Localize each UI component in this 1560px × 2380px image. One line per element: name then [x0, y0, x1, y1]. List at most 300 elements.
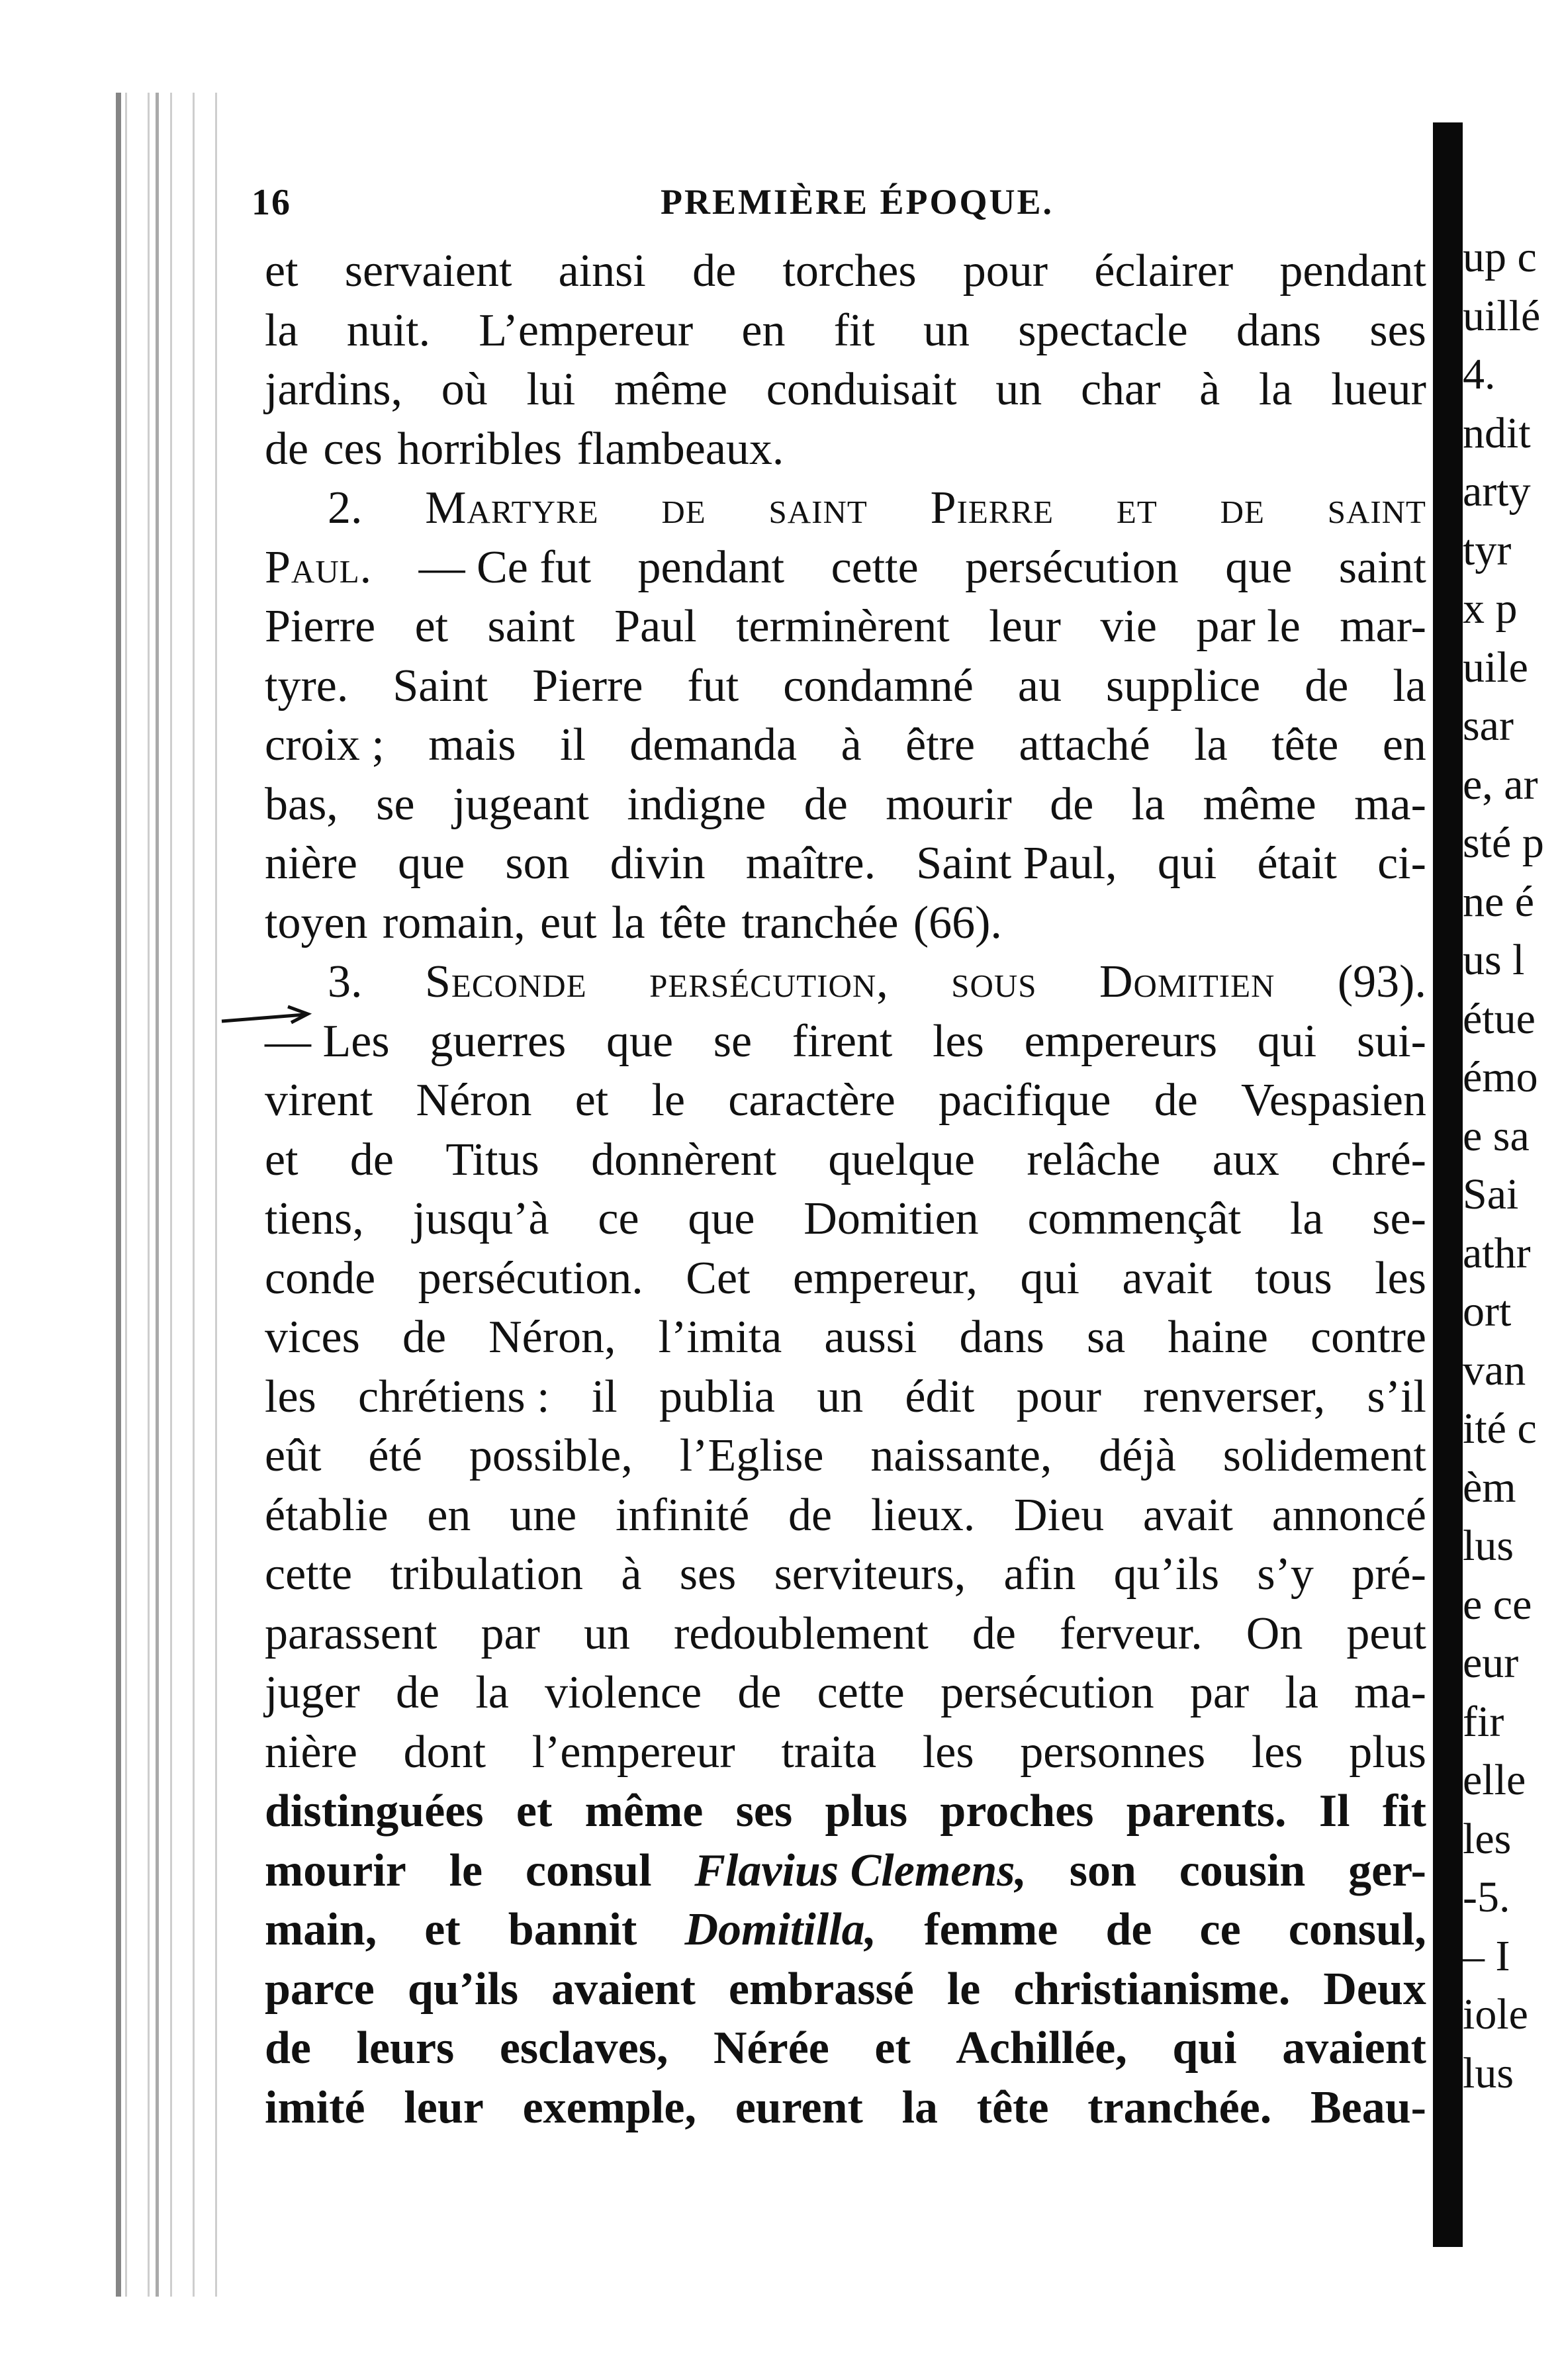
word: fit [833, 304, 875, 356]
word: parassent [265, 1608, 437, 1659]
word: les [1375, 1252, 1426, 1304]
word: avaient [1282, 2023, 1426, 2074]
word: bas, [265, 778, 338, 830]
word: son [505, 838, 570, 889]
word: même [1203, 778, 1316, 830]
text-line [265, 715, 1426, 775]
word: possible, [469, 1430, 633, 1481]
section-2-martyre [265, 479, 1426, 952]
word: christianisme. [1013, 1963, 1291, 2015]
neighbor-fragment-line: fir [1463, 1697, 1504, 1746]
word: Flavius Clemens, [694, 1845, 1027, 1896]
word: condamné [783, 660, 974, 711]
text-line [265, 775, 1426, 835]
word: avaient [551, 1963, 696, 2015]
word: nière [265, 1726, 357, 1778]
word: naissante, [870, 1430, 1052, 1481]
word: chrétiens : [358, 1371, 550, 1422]
word: lieux. [870, 1489, 976, 1541]
word: proches [940, 1786, 1094, 1837]
word: fit [1382, 1786, 1426, 1837]
word: ses [1369, 304, 1426, 356]
text-line [265, 1071, 1426, 1130]
word: le [651, 1075, 686, 1126]
text-line [265, 1604, 1426, 1664]
word: donnèrent [591, 1134, 777, 1185]
word: de [396, 1667, 440, 1718]
word: infinité [616, 1489, 750, 1541]
word: ses [679, 1549, 737, 1600]
word: un [583, 1608, 630, 1659]
word: qui [1172, 2023, 1237, 2074]
word: pré- [1352, 1549, 1426, 1600]
text-line [265, 1486, 1426, 1545]
word: Beau- [1310, 2082, 1426, 2133]
word: saint [768, 482, 868, 533]
word: relâche [1027, 1134, 1161, 1185]
word: Saint Paul, [916, 838, 1117, 889]
word: terminèrent [736, 601, 950, 652]
word: fut [687, 660, 739, 711]
neighbor-fragment-line: étue [1463, 994, 1536, 1043]
word: main, [265, 1904, 377, 1955]
word: la [1131, 778, 1166, 830]
word: distinguées [265, 1786, 484, 1837]
word: juger [265, 1667, 360, 1718]
text-line [265, 1012, 1426, 1072]
word: ferveur. [1060, 1608, 1203, 1659]
word: de [349, 1134, 394, 1185]
word: que [398, 838, 465, 889]
word: être [905, 719, 976, 770]
neighbor-fragment-line: e ce [1463, 1580, 1532, 1629]
word: Cet [686, 1252, 751, 1304]
word: Dieu [1014, 1489, 1105, 1541]
word: char [1080, 364, 1161, 415]
word: Pierre [265, 601, 376, 652]
word: sa [1086, 1312, 1126, 1363]
word: contre [1310, 1312, 1426, 1363]
word: esclaves, [499, 2023, 668, 2074]
word: persécution [965, 541, 1179, 593]
word: pour [1016, 1371, 1101, 1422]
word: nuit. [346, 304, 431, 356]
word: afin [1003, 1549, 1076, 1600]
word: de [737, 1667, 782, 1718]
text-line [265, 242, 1426, 301]
neighbor-fragment-line: eur [1463, 1639, 1519, 1687]
word: ce [1199, 1904, 1241, 1955]
word: de [661, 482, 706, 533]
word: consul, [1288, 1904, 1426, 1955]
word: se [376, 778, 415, 830]
word: que [606, 1015, 674, 1067]
word: était [1257, 838, 1337, 889]
neighbor-fragment-line: èm [1463, 1463, 1516, 1512]
word: jugeant [452, 778, 589, 830]
word: attaché [1019, 719, 1150, 770]
neighbor-fragment-line: Sai [1463, 1170, 1519, 1218]
word: tribulation [390, 1549, 584, 1600]
word: et [874, 2023, 911, 2074]
word: et [265, 1134, 298, 1185]
word: et [414, 601, 449, 652]
word: tyre. [265, 660, 349, 711]
neighbor-fragment-line: x p [1463, 584, 1518, 633]
neighbor-fragment-line: sté p [1463, 819, 1544, 867]
word: jusqu’à [412, 1193, 549, 1244]
word: leur [404, 2082, 484, 2133]
word: exemple, [522, 2082, 696, 2133]
word: pendant [637, 541, 785, 593]
page-gutter-shadow [1433, 122, 1463, 2247]
word: s’y [1257, 1549, 1314, 1600]
word: ses [735, 1786, 793, 1837]
neighbor-fragment-line: lus [1463, 2048, 1514, 2097]
word: divin [610, 838, 706, 889]
word: de [265, 2023, 311, 2074]
word: quelque [828, 1134, 975, 1185]
word: où [441, 364, 488, 415]
neighbor-fragment-line: uillé [1463, 291, 1541, 340]
word: violence [545, 1667, 702, 1718]
word: la [475, 1667, 509, 1718]
word: à [621, 1549, 642, 1600]
word: indigne [627, 778, 766, 830]
neighbor-fragment-line: us l [1463, 936, 1525, 984]
neighbor-fragment-line: ne é [1463, 877, 1535, 926]
word: Néron [416, 1075, 532, 1126]
word: se- [1372, 1193, 1426, 1244]
text-line [265, 1308, 1426, 1367]
word: sui- [1356, 1015, 1426, 1067]
word: parce [265, 1963, 375, 2015]
word: Néron, [488, 1312, 616, 1363]
neighbor-fragment-line: ndit [1463, 408, 1531, 457]
word: spectacle [1018, 304, 1188, 356]
word: Paul [614, 601, 697, 652]
word: renverser, [1143, 1371, 1326, 1422]
word: la [1194, 719, 1228, 770]
word: lui [526, 364, 576, 415]
word: de [265, 423, 309, 475]
word: Deux [1323, 1963, 1426, 2015]
word: tranchée. [1087, 2082, 1272, 2133]
neighbor-fragment-line: les [1463, 1814, 1512, 1863]
word: femme [924, 1904, 1058, 1955]
word: qui [1257, 1015, 1317, 1067]
word: redoublement [673, 1608, 929, 1659]
word: Seconde [424, 956, 587, 1007]
section-3-seconde-persecution [265, 952, 1426, 2137]
word: virent [265, 1075, 373, 1126]
word: saint [1327, 482, 1426, 533]
text-line [265, 538, 1426, 598]
word: tiens, [265, 1193, 364, 1244]
word: que [1225, 541, 1293, 593]
word: tête [659, 897, 727, 948]
word: cette [817, 1667, 905, 1718]
word: dans [959, 1312, 1044, 1363]
word: la [1393, 660, 1426, 711]
word: de [1105, 1904, 1152, 1955]
word: au [1017, 660, 1062, 711]
word: Martyre [425, 482, 599, 533]
word: — Ce fut [418, 541, 592, 593]
word: de [692, 246, 737, 297]
word: jardins, [265, 364, 403, 415]
word: l’Eglise [679, 1430, 824, 1481]
word: empereur, [793, 1252, 978, 1304]
text-line [265, 479, 1426, 538]
word: conduisait [766, 364, 957, 415]
word: pendant [1279, 246, 1426, 297]
word: et [1116, 482, 1158, 533]
neighbor-fragment-line: 4. [1463, 350, 1496, 398]
word: en [1382, 719, 1426, 770]
neighbor-fragment-line: arty [1463, 467, 1531, 516]
text-line [265, 420, 1426, 479]
word: maître. [745, 838, 876, 889]
page-number: 16 [252, 182, 291, 223]
word: Pierre [532, 660, 643, 711]
neighbor-fragment-line: iole [1463, 1990, 1528, 2038]
word: 2. [328, 482, 363, 533]
word: vie [1100, 601, 1157, 652]
word: Titus [445, 1134, 539, 1185]
word: la [1289, 1193, 1324, 1244]
word: mourir [265, 1845, 406, 1896]
word: Saint [392, 660, 488, 711]
word: en [741, 304, 786, 356]
paragraph-1 [265, 242, 1426, 479]
word: leur [989, 601, 1061, 652]
word: avait [1122, 1252, 1213, 1304]
scan-left-edge-artifact [116, 93, 222, 2297]
neighbor-fragment-line: ort [1463, 1287, 1512, 1336]
word: les [922, 1726, 974, 1778]
word: qui [1020, 1252, 1079, 1304]
word: et [516, 1786, 553, 1837]
running-title: PREMIÈRE ÉPOQUE. [660, 182, 1054, 222]
neighbor-fragment-line: uile [1463, 643, 1528, 692]
word: qu’ils [407, 1963, 519, 2015]
word: personnes [1020, 1726, 1206, 1778]
scan-edge-rule [156, 93, 159, 2297]
word: qu’ils [1113, 1549, 1220, 1600]
neighbor-page-fragment [1463, 228, 1560, 2148]
word: consul [525, 1845, 652, 1896]
word: On [1246, 1608, 1303, 1659]
word: dont [403, 1726, 486, 1778]
word: avait [1142, 1489, 1233, 1541]
word: la [1258, 364, 1293, 415]
word: (93). [1337, 956, 1426, 1007]
word: solidement [1222, 1430, 1426, 1481]
word: déjà [1099, 1430, 1176, 1481]
neighbor-fragment-line: – I [1463, 1931, 1510, 1980]
word: Vespasien [1241, 1075, 1426, 1126]
word: demanda [629, 719, 798, 770]
word: eût [265, 1430, 322, 1481]
word: les [1251, 1726, 1303, 1778]
word: serviteurs, [774, 1549, 966, 1600]
word: tranchée [741, 897, 899, 948]
word: cousin [1179, 1845, 1306, 1896]
word: annoncé [1271, 1489, 1426, 1541]
word: éclairer [1094, 246, 1234, 297]
word: pour [962, 246, 1048, 297]
word: Il [1318, 1786, 1350, 1837]
word: il [560, 719, 586, 770]
text-line [265, 2078, 1426, 2138]
word: été [368, 1430, 422, 1481]
word: la [901, 2082, 939, 2133]
text-line [265, 1960, 1426, 2019]
word: de [972, 1608, 1016, 1659]
word: et [265, 246, 298, 297]
text-line [265, 1130, 1426, 1190]
word: lueur [1331, 364, 1426, 415]
word: de [1050, 778, 1094, 830]
word: de [1305, 660, 1349, 711]
word: un [817, 1371, 864, 1422]
text-line [265, 1900, 1426, 1960]
word: il [591, 1371, 618, 1422]
word: Domitien [1099, 956, 1275, 1007]
word: tête [1271, 719, 1339, 770]
word: torches [782, 246, 917, 297]
word: aux [1212, 1134, 1279, 1185]
neighbor-fragment-line: e, ar [1463, 760, 1538, 809]
text-line [265, 301, 1426, 361]
word: plus [1349, 1726, 1426, 1778]
word: même [614, 364, 728, 415]
word: saint [1338, 541, 1426, 593]
word: persécution [940, 1667, 1154, 1718]
text-line [265, 2019, 1426, 2078]
word: ce [598, 1193, 639, 1244]
neighbor-fragment-line: up c [1463, 233, 1537, 281]
word: les [265, 1371, 316, 1422]
word: de [1154, 1075, 1198, 1126]
word: imité [265, 2082, 365, 2133]
word: persécution. [418, 1252, 643, 1304]
neighbor-fragment-line: van [1463, 1346, 1526, 1395]
word: caractère [728, 1075, 895, 1126]
word: le [946, 1963, 981, 2015]
word: de [788, 1489, 833, 1541]
text-line [265, 360, 1426, 420]
page-body-text [265, 242, 1426, 2137]
word: par le [1196, 601, 1301, 652]
word: embrassé [728, 1963, 914, 2015]
word: et [424, 1904, 461, 1955]
text-line [265, 893, 1426, 953]
word: établie [265, 1489, 389, 1541]
word: ma- [1354, 778, 1426, 830]
word: (66). [913, 897, 1002, 948]
word: leurs [356, 2023, 455, 2074]
text-line [265, 1189, 1426, 1249]
word: à [841, 719, 862, 770]
word: guerres [430, 1015, 567, 1067]
text-line [265, 1545, 1426, 1604]
neighbor-fragment-line: e sa [1463, 1111, 1530, 1160]
word: peut [1346, 1608, 1426, 1659]
word: de [402, 1312, 447, 1363]
word: plus [825, 1786, 908, 1837]
word: chré- [1331, 1134, 1426, 1185]
text-line [265, 657, 1426, 716]
word: une [510, 1489, 577, 1541]
neighbor-fragment-line: athr [1463, 1228, 1531, 1277]
word: aussi [824, 1312, 917, 1363]
text-line [265, 1249, 1426, 1308]
neighbor-fragment-line: sar [1463, 702, 1514, 750]
word: persécution, [649, 956, 889, 1007]
word: haine [1168, 1312, 1268, 1363]
word: nière [265, 838, 357, 889]
word: toyen [265, 897, 368, 948]
word: pacifique [939, 1075, 1111, 1126]
word: eut [540, 897, 597, 948]
word: supplice [1105, 660, 1261, 711]
word: par [1189, 1667, 1250, 1718]
word: son [1069, 1845, 1136, 1896]
word: le [449, 1845, 483, 1896]
word: romain, [382, 897, 526, 948]
word: croix ; [265, 719, 385, 770]
word: ces [323, 423, 383, 475]
word: de [803, 778, 848, 830]
word: publia [659, 1371, 775, 1422]
text-line [265, 597, 1426, 657]
text-line [265, 834, 1426, 893]
word: s’il [1367, 1371, 1426, 1422]
word: — Les [265, 1015, 390, 1067]
neighbor-fragment-line: lus [1463, 1522, 1514, 1570]
text-line [265, 1367, 1426, 1427]
text-line [265, 1782, 1426, 1841]
word: commençât [1027, 1193, 1242, 1244]
word: Achillée, [956, 2023, 1127, 2074]
word: sous [951, 956, 1037, 1007]
word: la [265, 304, 298, 356]
text-line [265, 1841, 1426, 1901]
word: mar- [1340, 601, 1426, 652]
word: que [688, 1193, 755, 1244]
word: et [574, 1075, 609, 1126]
word: conde [265, 1252, 376, 1304]
neighbor-fragment-line: émo [1463, 1053, 1538, 1101]
word: ci- [1377, 838, 1426, 889]
text-line [265, 1663, 1426, 1723]
word: Pierre [930, 482, 1054, 533]
word: ainsi [558, 246, 646, 297]
word: à [1199, 364, 1220, 415]
neighbor-fragment-line: tyr [1463, 526, 1512, 574]
word: en [427, 1489, 471, 1541]
word: un [995, 364, 1042, 415]
scan-edge-rule [116, 93, 121, 2297]
word: servaient [344, 246, 512, 297]
text-line [265, 952, 1426, 1012]
word: qui [1157, 838, 1217, 889]
word: Domitien [803, 1193, 979, 1244]
word: de [1220, 482, 1265, 533]
word: tête [976, 2082, 1049, 2133]
